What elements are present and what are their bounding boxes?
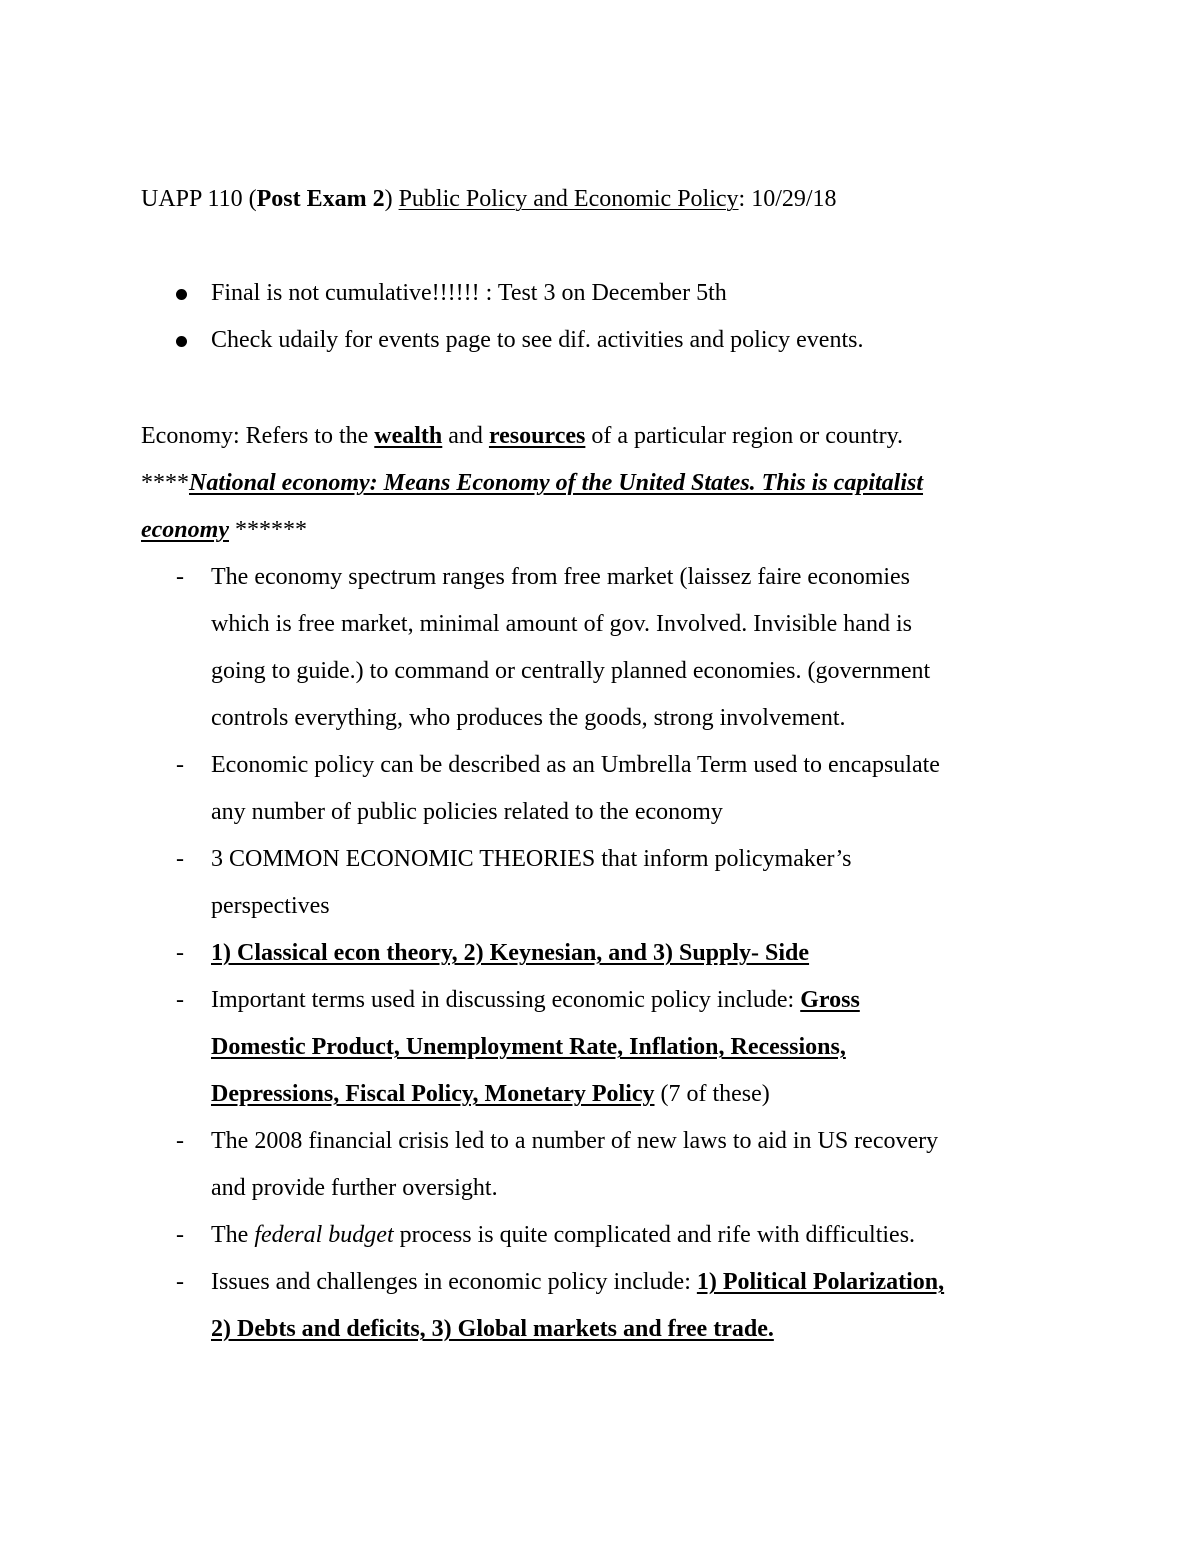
bullet-icon [176, 289, 187, 300]
lecture-topic: Public Policy and Economic Policy [398, 186, 739, 212]
national-economy-line [141, 507, 1071, 554]
text-run: (7 of these) [654, 1081, 770, 1107]
text-line: any number of public policies related to the economy [211, 799, 723, 825]
economy-definition [141, 413, 1071, 554]
text-line [211, 1306, 1070, 1353]
lecture-date: : 10/29/18 [738, 186, 837, 212]
key-issues: 1) Political Polarization, [696, 1269, 945, 1295]
key-terms: Domestic Product, Unemployment Rate, Inflation, Recessions, [211, 1034, 846, 1060]
national-economy-text: economy [141, 517, 229, 543]
notes-list [0, 554, 1200, 1353]
text-run: Economy: Refers to the [141, 423, 375, 449]
dash-icon: - [176, 987, 184, 1013]
text-line: and provide further oversight. [211, 1175, 498, 1201]
dash-icon: - [176, 940, 184, 966]
text-line: controls everything, who produces the goods, strong involvement. [211, 705, 846, 731]
text-line [211, 1071, 1070, 1118]
text-line [211, 1024, 1070, 1071]
list-item [0, 930, 1200, 977]
text-run: Important terms used in discussing economic policy include: [211, 987, 801, 1013]
text-line: 3 COMMON ECONOMIC THEORIES that inform policymaker’s [211, 846, 852, 872]
text-line: The economy spectrum ranges from free market (laissez faire economies [211, 564, 911, 590]
list-item [0, 1259, 1200, 1353]
list-item [0, 836, 1200, 930]
key-issues: 2) Debts and deficits, 3) Global markets and free trade. [211, 1316, 774, 1342]
national-economy-line [141, 460, 1071, 507]
text-line: perspectives [211, 893, 330, 919]
federal-budget-term: federal budget [254, 1222, 394, 1248]
key-terms: Gross [800, 987, 860, 1013]
list-item [0, 554, 1200, 742]
list-item [0, 977, 1200, 1118]
text-line [211, 1212, 1070, 1259]
dash-icon: - [176, 1128, 184, 1154]
text-line: going to guide.) to command or centrally planned economies. (government [211, 658, 931, 684]
text-line: Economic policy can be described as an Umbrella Term used to encapsulate [211, 752, 940, 778]
dash-icon: - [176, 752, 184, 778]
list-item [0, 1118, 1200, 1212]
text-line [211, 1259, 1070, 1306]
stars: ****** [228, 517, 307, 543]
dash-icon: - [176, 1222, 184, 1248]
text-line [211, 977, 1070, 1024]
page-title [141, 176, 837, 223]
term-resources: resources [488, 423, 586, 449]
text-run: The [211, 1222, 255, 1248]
national-economy-text: National economy: Means Economy of the United States. This is capitalist [189, 470, 924, 496]
text-run: of a particular region or country. [585, 423, 904, 449]
dash-icon: - [176, 846, 184, 872]
text-run: and [442, 423, 489, 449]
dash-icon: - [176, 1269, 184, 1295]
term-wealth: wealth [374, 423, 443, 449]
title-paren: ) [384, 186, 399, 212]
stars: **** [141, 470, 189, 496]
text-run: process is quite complicated and rife with difficulties. [393, 1222, 916, 1248]
text-run: Issues and challenges in economic policy include: [211, 1269, 697, 1295]
list-item [0, 1212, 1200, 1259]
text-line: which is free market, minimal amount of gov. Involved. Invisible hand is [211, 611, 912, 637]
text-line: The 2008 financial crisis led to a number of new laws to aid in US recovery [211, 1128, 939, 1154]
course-code: UAPP 110 ( [141, 186, 257, 212]
economy-line [141, 413, 1071, 460]
list-item [0, 270, 1200, 317]
announcement-list [0, 270, 1200, 364]
list-item [0, 742, 1200, 836]
theory-list: 1) Classical econ theory, 2) Keynesian, and 3) Supply- Side [211, 940, 810, 966]
key-terms: Depressions, Fiscal Policy, Monetary Policy [211, 1081, 655, 1107]
bullet-text: Check udaily for events page to see dif. activities and policy events. [211, 327, 864, 353]
dash-icon: - [176, 564, 184, 590]
list-item [0, 317, 1200, 364]
bullet-icon [176, 336, 187, 347]
bullet-text: Final is not cumulative!!!!!! : Test 3 on December 5th [211, 280, 727, 306]
exam-label: Post Exam 2 [256, 186, 385, 212]
